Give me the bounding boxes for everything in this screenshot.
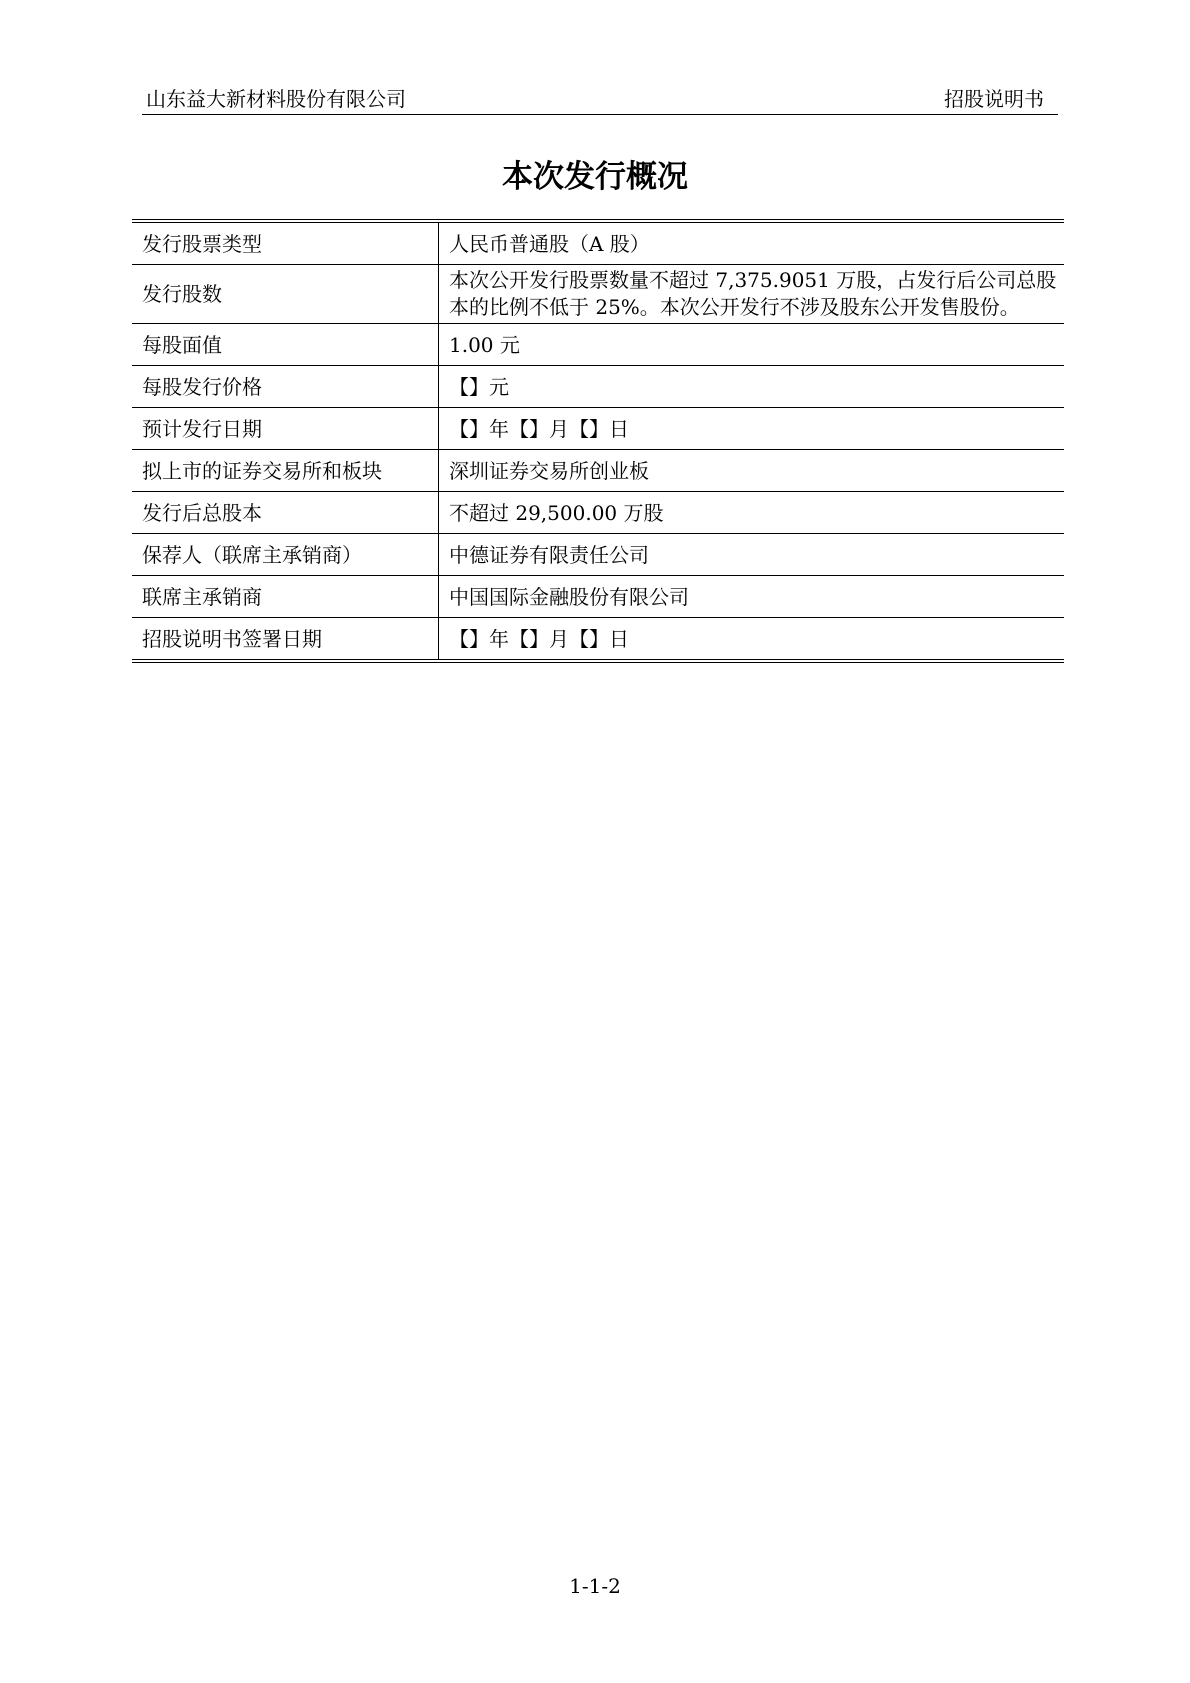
company-name: 山东益大新材料股份有限公司 [146,87,406,111]
row-value: 不超过 29,500.00 万股 [439,492,1065,534]
document-type: 招股说明书 [944,87,1044,111]
page-number: 1-1-2 [569,1574,621,1598]
row-label: 预计发行日期 [132,408,439,450]
row-value: 【】年【】月【】日 [439,618,1065,662]
table-row [132,492,1064,534]
page-title: 本次发行概况 [502,159,688,195]
row-value: 深圳证券交易所创业板 [439,450,1065,492]
row-label: 发行股数 [132,265,439,324]
table-row [132,366,1064,408]
row-value: 人民币普通股（A 股） [449,231,650,256]
row-value: 【】年【】月【】日 [439,408,1065,450]
row-value: 【】元 [439,366,1065,408]
row-value: 1.00 元 [439,324,1065,366]
offering-summary-table [132,219,1064,663]
row-label: 联席主承销商 [132,576,439,618]
table-row [132,265,1064,324]
row-value: 中德证券有限责任公司 [439,534,1065,576]
row-value: 中国国际金融股份有限公司 [439,576,1065,618]
row-value: 本次公开发行股票数量不超过 7,375.9051 万股，占发行后公司总股本的比例不低于 25%。本次公开发行不涉及股东公开发售股份。 [439,265,1065,324]
table-row [132,450,1064,492]
page-header [142,84,1058,115]
row-label: 每股面值 [132,324,439,366]
table-row [132,408,1064,450]
row-label: 保荐人（联席主承销商） [132,534,439,576]
row-label: 拟上市的证券交易所和板块 [132,450,439,492]
row-label: 招股说明书签署日期 [132,618,439,662]
table-row [132,221,1064,265]
row-label: 发行股票类型 [132,221,439,265]
table-row [132,534,1064,576]
table-row [132,324,1064,366]
row-label: 发行后总股本 [132,492,439,534]
table-row [132,576,1064,618]
table-row [132,618,1064,662]
row-label: 每股发行价格 [132,366,439,408]
